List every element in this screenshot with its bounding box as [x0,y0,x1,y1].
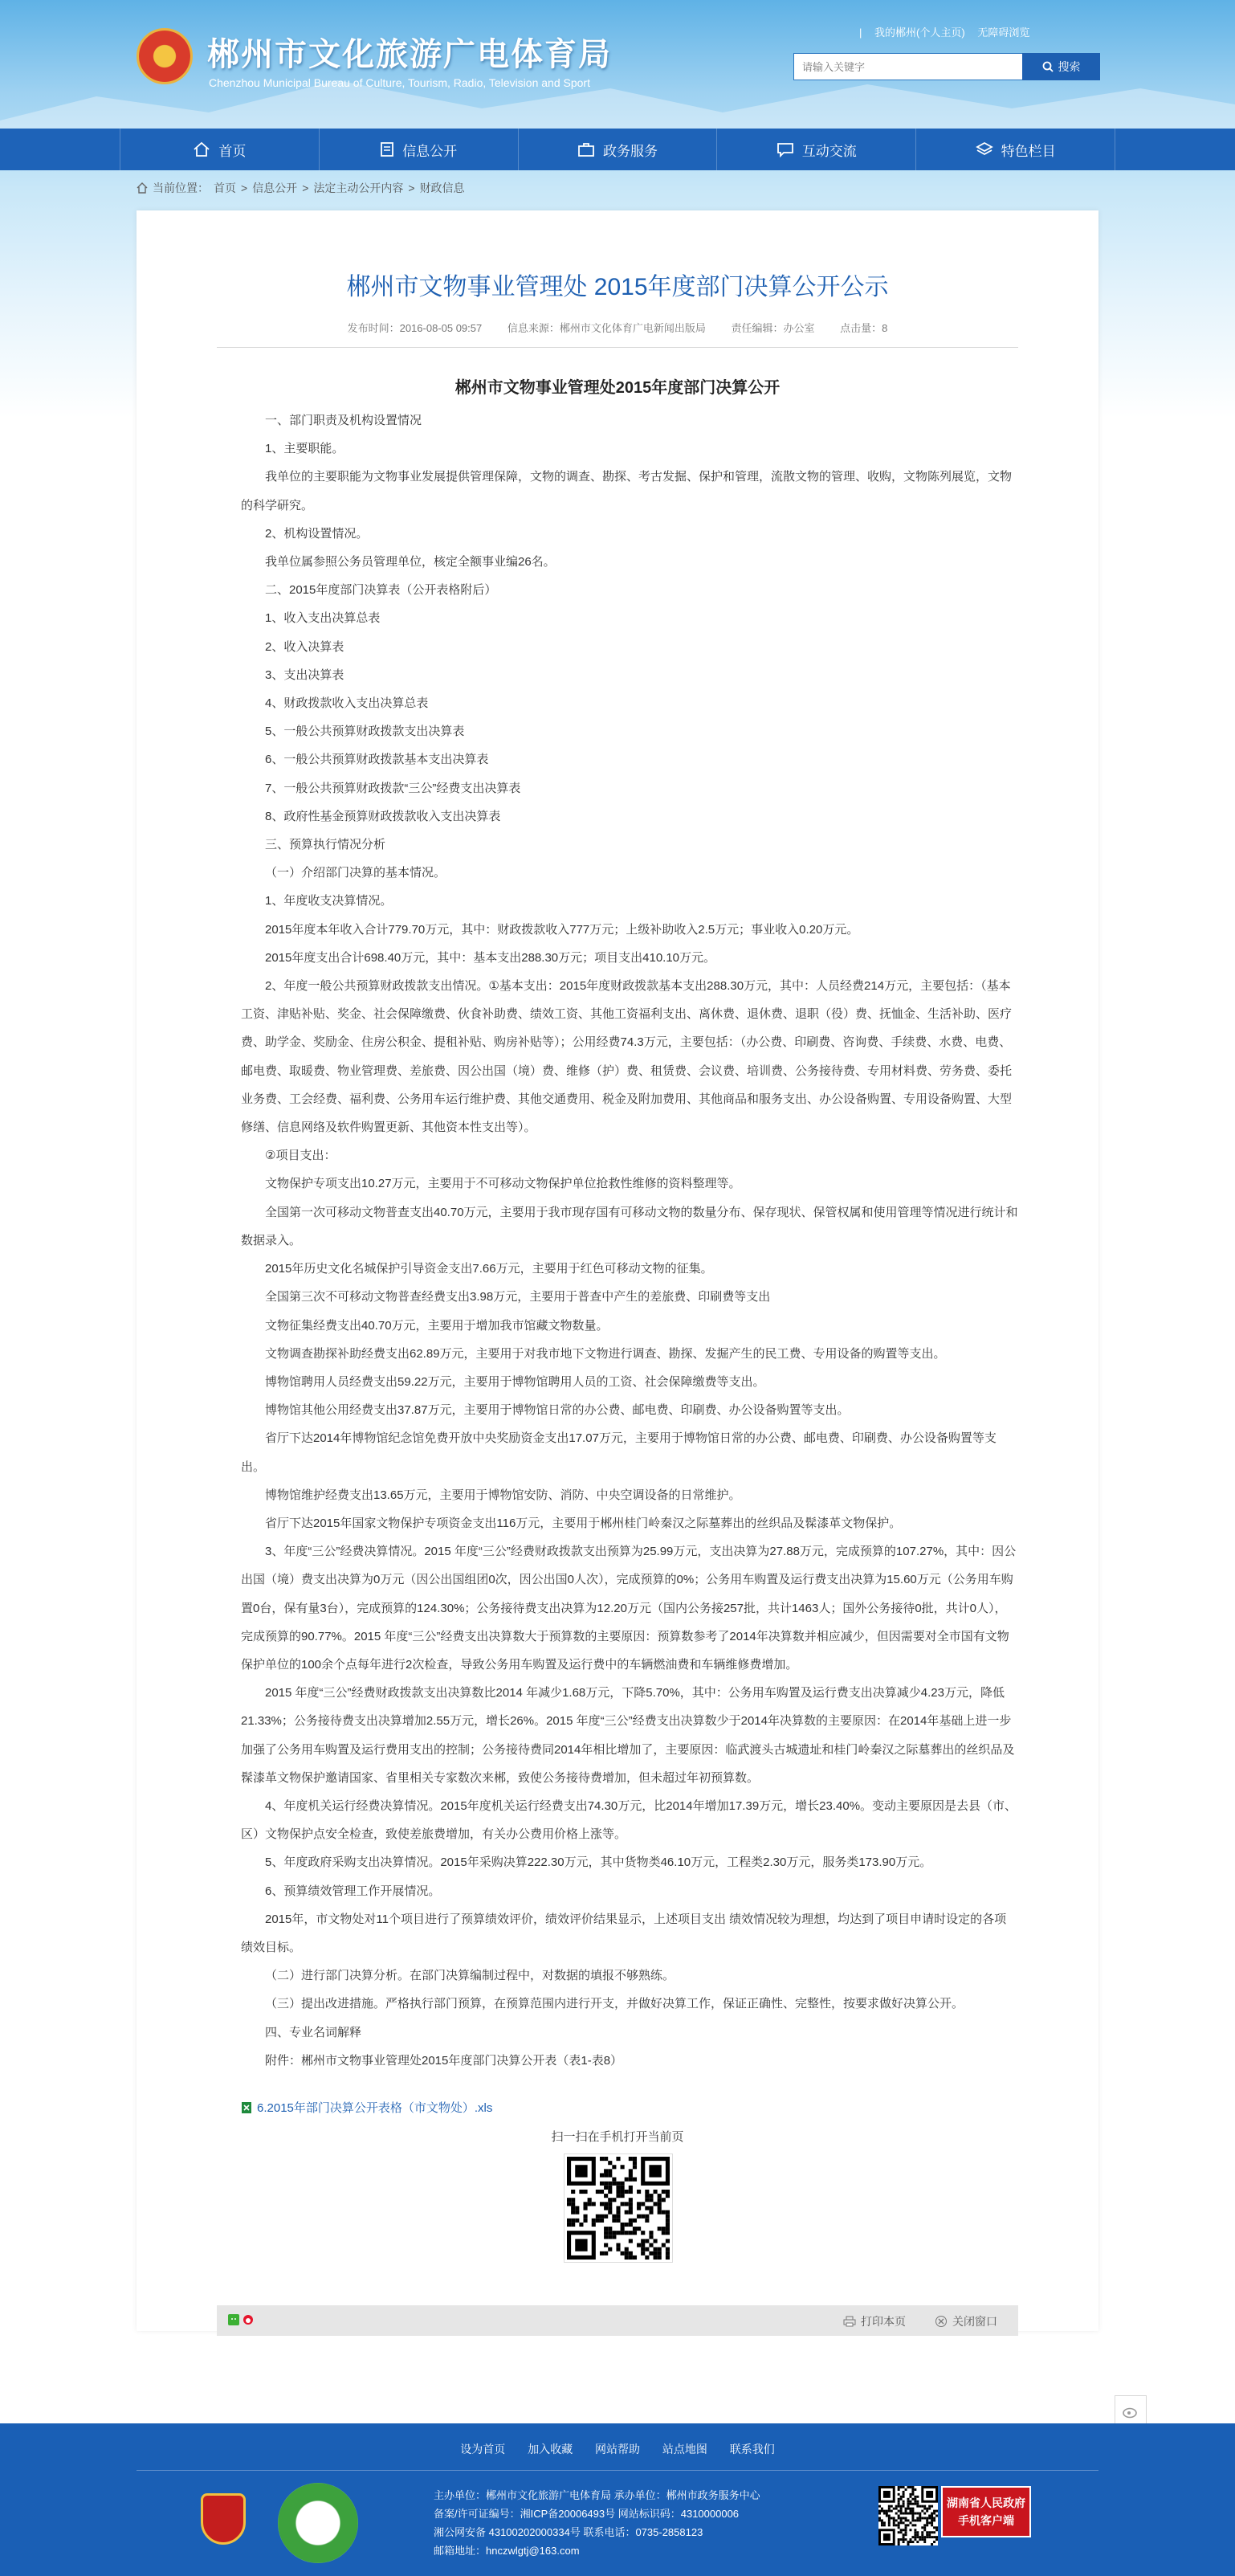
search-icon [1042,61,1054,72]
content-paragraph: 3、支出决算表 [265,667,344,682]
content-paragraph: 我单位属参照公务员管理单位，核定全额事业编26名。 [265,555,556,569]
nav-item-home[interactable] [120,129,319,170]
breadcrumb [137,180,465,196]
content-paragraph: 2015 年度“三公”经费财政拨款支出决算数比2014 年减少1.68万元，下降5.70%，其中：公务用车购置及运行费支出决算减少4.23万元，降低21.33%；公务接待费支出决算增加2.55万元，增长26%。2015 年度“三公”经费支出决算数少于2014年决算数的主要原因：在2014年基础上进一步加强了公务用车购置及运行费用支出的控制；公务接待费同2014年相比增加了，主要原因：临武渡头古城遗址和桂门岭秦汉之际墓葬出的丝织品及髹漆革文物保护邀请国家、省里相关专家数次来郴，致使公务接待费增加，但未超过年初预算数。 [241,1686,1015,1785]
breadcrumb-prefix: 当前位置： [153,182,209,194]
breadcrumb-separator: > [408,182,415,194]
content-paragraph: 3、年度“三公”经费决算情况。2015 年度“三公”经费财政拨款支出预算为25.99万元，支出决算为27.88万元，完成预算的107.27%，其中：因公出国（境）费支出决算为0万元（因公出国组团0次，因公出国0人次），完成预算的0%；公务用车购置及运行费支出决算为15.60万元（公务用车购置0台，保有量3台），完成预算的124.30%；公务接待费支出决算为12.20万元（国内公务接257批，共计1463人；国外公务接待0批，共计0人），完成预算的90.77%。2015 年度“三公”经费支出决算数大于预算数的主要原因：预算数参考了2014年决算数并相应减少，但因需要对全市国有文物保护单位的100余个点每年进行2次检查，导致公务用车购置及运行费中的车辆燃油费和车辆维修费增加。 [241,1545,1017,1672]
top-divider: | [859,27,862,39]
home-icon [193,141,210,157]
document-icon [380,141,394,157]
attachment-label: 6.2015年部门决算公开表格（市文物处）.xls [257,2101,493,2115]
top-link-accessible[interactable]: 无障碍浏览 [977,27,1030,39]
content-paragraph: 博物馆其他公用经费支出37.87万元，主要用于博物馆日常的办公费、邮电费、印刷费、办公设备购置等支出。 [265,1403,850,1418]
chat-icon [776,141,794,157]
content-paragraph: （一）介绍部门决算的基本情况。 [265,866,446,880]
close-label: 关闭窗口 [952,2315,997,2328]
briefcase-icon [577,141,595,157]
footer-police: 湘公网安备 43100202000334号 联系电话：0735-2858123 [434,2526,703,2538]
site-logo-title[interactable]: 郴州市文化旅游广电体育局 [207,37,612,72]
content-paragraph: 8、政府性基金预算财政拨款收入支出决算表 [265,809,501,823]
qr-code-icon [565,2154,672,2262]
nav-label: 信息公开 [402,143,458,159]
editor: 责任编辑：办公室 [731,322,815,334]
attachment-link[interactable] [241,2099,492,2116]
nav-label: 首页 [218,143,247,159]
qr-label: 扫一扫在手机打开当前页 [551,2130,684,2144]
article-content [241,406,1018,2075]
content-paragraph: 全国第三次不可移动文物普查经费支出3.98万元，主要用于普查中产生的差旅费、印刷费等支出 [265,1290,771,1304]
footer-link[interactable]: 联系我们 [729,2443,775,2456]
content-paragraph: ②项目支出： [265,1149,336,1163]
print-button[interactable] [843,2313,906,2329]
breadcrumb-item[interactable]: 法定主动公开内容 [313,182,404,194]
info-source: 信息来源：郴州市文化体育广电新闻出版局 [507,322,706,334]
divider [217,347,1018,348]
content-paragraph: 2015年度本年收入合计779.70万元，其中：财政拨款收入777万元；上级补助收入2.5万元；事业收入0.20万元。 [265,922,859,937]
content-paragraph: 1、收入支出决算总表 [265,611,381,626]
nav-item-info-disclosure[interactable] [319,129,518,170]
content-paragraph: 省厅下达2014年博物馆纪念馆免费开放中央奖励资金支出17.07万元，主要用于博物馆日常的办公费、邮电费、印刷费、办公设备购置等支出。 [241,1431,997,1474]
footer-links [0,2441,1235,2457]
footer-link[interactable]: 站点地图 [662,2443,707,2456]
content-paragraph: 博物馆聘用人员经费支出59.22万元，主要用于博物馆聘用人员的工资、社会保障缴费等支出。 [265,1374,765,1389]
breadcrumb-item[interactable]: 财政信息 [419,182,465,194]
footer-icp: 备案/许可证编号：湘ICP备20006493号 网站标识码：4310000006 [434,2508,740,2520]
main-nav [0,129,1235,170]
layers-icon [976,141,993,157]
content-paragraph: 2015年度支出合计698.40万元，其中：基本支出288.30万元；项目支出410.10万元。 [265,950,716,965]
search-box [793,53,1100,80]
share-icons [228,2314,254,2325]
document-title: 郴州市文物事业管理处2015年度部门决算公开 [454,379,781,397]
content-paragraph: 2、收入决算表 [265,639,344,654]
top-links [859,24,1039,39]
search-button-label: 搜索 [1058,60,1081,73]
content-paragraph: 三、预算执行情况分析 [265,838,386,852]
search-input[interactable] [793,53,1023,80]
view-count: 点击量：8 [840,322,888,334]
content-paragraph: 1、主要职能。 [265,442,344,456]
site-header [0,0,1235,129]
content-paragraph: 4、年度机关运行经费决算情况。2015年度机关运行经费支出74.30万元，比2014年增加17.39万元，增长23.40%。变动主要原因是去县（市、区）文物保护点安全检查，致使差旅费增加，有关办公费用价格上涨等。 [241,1798,1017,1842]
content-paragraph: 5、年度政府采购支出决算情况。2015年采购决算222.30万元，其中货物类46.10万元，工程类2.30万元，服务类173.90万元。 [265,1855,932,1870]
content-paragraph: 4、财政拨款收入支出决算总表 [265,696,429,711]
content-paragraph: （二）进行部门决算分析。在部门决算编制过程中，对数据的填报不够熟练。 [265,1969,675,1983]
publish-time: 发布时间：2016-08-05 09:57 [347,322,483,334]
footer-qr-code-icon [878,2486,938,2545]
party-gov-badge-icon[interactable] [201,2493,246,2545]
breadcrumb-item[interactable]: 信息公开 [252,182,298,194]
search-button[interactable] [1022,53,1100,80]
float-weibo-button[interactable] [1115,2395,1147,2427]
nav-item-gov-service[interactable] [518,129,717,170]
article-meta [137,320,1098,335]
content-paragraph: 全国第一次可移动文物普查支出40.70万元，主要用于我市现存国有可移动文物的数量分布、保存现状、保管权属和使用管理等情况进行统计和数据录入。 [241,1205,1018,1247]
content-paragraph: 文物调查勘探补助经费支出62.89万元，主要用于对我市地下文物进行调查、勘探、发掘产生的民工费、专用设备的购置等支出。 [265,1346,946,1361]
content-paragraph: 文物保护专项支出10.27万元，主要用于不可移动文物保护单位抢救性维修的资料整理等。 [265,1177,741,1191]
footer-sponsor: 主办单位：郴州市文化旅游广电体育局 承办单位：郴州市政务服务中心 [434,2489,760,2501]
content-paragraph: 文物征集经费支出40.70万元，主要用于增加我市馆藏文物数量。 [265,1318,609,1333]
content-paragraph: 二、2015年度部门决算表（公开表格附后） [265,583,497,598]
footer-email: 邮箱地址：hnczwlgtj@163.com [434,2545,580,2557]
content-paragraph: （三）提出改进措施。严格执行部门预算，在预算范围内进行开支，并做好决算工作，保证正确性、完整性，按要求做好决算公开。 [265,1997,964,2011]
content-paragraph: 我单位的主要职能为文物事业发展提供管理保障，文物的调查、勘探、考古发掘、保护和管理，流散文物的管理、收购，文物陈列展览，文物的科学研究。 [241,470,1013,512]
nav-item-interaction[interactable] [716,129,915,170]
nav-label: 特色栏目 [1001,143,1056,159]
content-paragraph: 一、部门职责及机构设置情况 [265,414,422,427]
breadcrumb-item[interactable]: 首页 [214,182,236,194]
weibo-icon[interactable] [243,2314,254,2325]
national-emblem-icon [137,28,193,84]
nav-item-featured[interactable] [915,129,1115,170]
excel-file-icon [241,2101,252,2114]
content-paragraph: 2015年，市文物处对11个项目进行了预算绩效评价，绩效评价结果显示，上述项目支出 绩效情况较为理想，均达到了项目申请时设定的各项绩效目标。 [241,1912,1007,1954]
article-title: 郴州市文物事业管理处 2015年度部门决算公开公示 [346,274,889,300]
home-icon [137,182,148,194]
footer-info [434,2486,851,2560]
article-toolbar [217,2305,1018,2336]
nav-label: 政务服务 [602,143,658,159]
breadcrumb-separator: > [302,182,309,194]
footer-link[interactable]: 网站帮助 [595,2443,640,2456]
site-logo-subtitle: Chenzhou Municipal Bureau of Culture, Tourism, Radio, Television and Sport [209,76,590,89]
weibo-icon [1122,2404,1139,2419]
printer-icon [843,2316,856,2327]
content-paragraph: 附件：郴州市文物事业管理处2015年度部门决算公开表（表1-表8） [265,2053,623,2068]
content-paragraph: 6、一般公共预算财政拨款基本支出决算表 [265,753,489,767]
hunan-gov-app-link[interactable] [941,2486,1031,2537]
footer-link[interactable]: 加入收藏 [528,2443,573,2456]
site-footer [0,2423,1235,2576]
nav-label: 互动交流 [801,143,857,159]
content-paragraph: 2、机构设置情况。 [265,526,369,541]
top-link-personal[interactable]: 我的郴州(个人主页) [874,27,965,39]
content-paragraph: 2、年度一般公共预算财政拨款支出情况。①基本支出：2015年度财政拨款基本支出288.30万元，其中：人员经费214万元，主要包括：（基本工资、津贴补贴、奖金、社会保障缴费、伙食补助费、绩效工资、其他工资福利支出、离休费、退休费、退职（役）费、抚恤金、生活补助、医疗费、助学金、奖励金、住房公积金、提租补贴、购房补贴等）；公用经费74.3万元，主要包括：（办公费、印刷费、咨询费、手续费、水费、电费、邮电费、取暖费、物业管理费、差旅费、因公出国（境）费、维修（护）费、租赁费、会议费、培训费、公务接待费、专用材料费、劳务费、委托业务费、工会经费、福利费、公务用车运行维护费、其他交通费用、税金及附加费用、其他商品和服务支出、办公设备购置、专用设备购置、大型修缮、信息网络及软件购置更新、其他资本性支出等）。 [241,979,1013,1135]
hunan-gov-app-title: 湖南省人民政府 [947,2496,1025,2509]
content-paragraph: 2015年历史文化名城保护引导资金支出7.66万元，主要用于红色可移动文物的征集。 [265,1262,713,1276]
footer-divider [137,2470,1098,2471]
print-label: 打印本页 [861,2315,906,2328]
content-paragraph: 博物馆维护经费支出13.65万元，主要用于博物馆安防、消防、中央空调设备的日常维护。 [265,1488,741,1502]
close-window-button[interactable] [935,2313,997,2329]
content-paragraph: 1、年度收支决算情况。 [265,894,393,908]
site-error-report-badge-icon[interactable] [278,2483,358,2563]
content-paragraph: 四、专业名词解释 [265,2025,362,2039]
close-icon [935,2315,948,2328]
content-paragraph: 5、一般公共预算财政拨款支出决算表 [265,725,465,739]
content-paragraph: 省厅下达2015年国家文物保护专项资金支出116万元，主要用于郴州桂门岭秦汉之际墓葬出的丝织品及髹漆革文物保护。 [265,1516,902,1530]
footer-link[interactable]: 设为首页 [460,2443,506,2456]
content-paragraph: 6、预算绩效管理工作开展情况。 [265,1884,441,1898]
hunan-gov-app-subtitle: 手机客户端 [958,2514,1014,2527]
wechat-icon[interactable] [228,2314,239,2325]
article-panel [137,210,1098,2331]
content-paragraph: 7、一般公共预算财政拨款“三公”经费支出决算表 [265,781,521,795]
breadcrumb-separator: > [241,182,248,194]
